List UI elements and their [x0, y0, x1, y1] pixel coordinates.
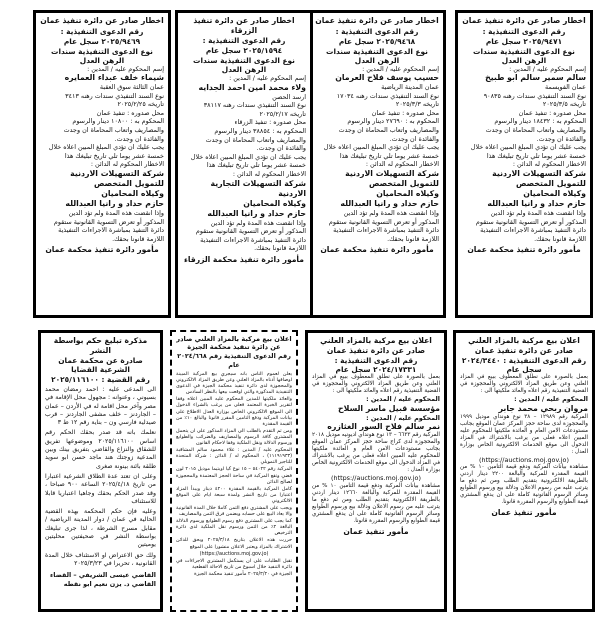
case-number: ٢٠٢٥/٩٤٦٩ سجل عام: [63, 36, 141, 46]
auction-paragraph: الجيزة في ٢٠٢٥/٣/٢٠ مأمور تنفيذ محكمة الجيزة: [194, 570, 292, 577]
auction-link[interactable]: (https://auctions.moj.gov.jo): [479, 455, 569, 464]
case-type: نوع الدعوى التنفيذية سندات الرهن العدل: [193, 56, 295, 74]
body-line: وإذا انقضت هذه المدة ولم تؤد الدين: [343, 209, 439, 218]
debtor-label: إسم المحكوم عليه / المدين :: [362, 64, 439, 73]
body-line: خمسة عشر يوما تلي تاريخ تبليغك هذا: [64, 151, 164, 160]
notice-header: اخطار صادر عن دائرة تنفيذ عمان: [40, 16, 164, 25]
body-line: وإذا انقضت هذه المدة ولم تؤد الدين: [68, 209, 164, 218]
body-line: والفائدة ان وجدت.: [114, 134, 164, 143]
case-type: نوع الدعوى التنفيذية سندات الرهن العدل: [51, 46, 153, 65]
debtor-address: عمان المدينة الرياضية: [381, 83, 439, 92]
lawyers-names: حازم حداد و رانيا العبدالله: [487, 199, 586, 209]
body-line: نوع السند التنفيذي سندات رهنه ١٧٠٣٤: [336, 91, 439, 100]
publication-notice: [38, 330, 163, 612]
body-line: وإذا انقضت هذه المدة ولم تؤد الدين: [210, 218, 306, 227]
debtor-label: المحكوم عليه / المدين :: [366, 395, 440, 403]
auction-paragraph: المركبة رقم ٥٤٠٢٢ – ١٥ نوع كيا اوبتيما موديل ٢٠١٥ لون فضي وتقع المركبة في ساحة الحجز المعتمدة والمحجوزة لصالح الدائن: [176, 466, 292, 485]
body-line: والمصاريف واتعاب المحاماة ان وجدت: [485, 126, 586, 135]
body-line: نوع السند التنفيذي سندات رهنه ٣٨١١٧: [203, 101, 306, 110]
body-line: دائرة التنفيذ بمباشرة الاجراءات التنفيذية: [58, 226, 164, 235]
execution-notice-2: [308, 10, 446, 318]
agents-label: وكيلاه المحاميان: [243, 198, 306, 208]
body-line: المذكور أو تعرض التسوية القانونية ستقوم: [195, 227, 306, 236]
notice-body: [40, 92, 164, 169]
body-line: تاريخه ٢٠٢٥/٣/٣: [395, 100, 439, 109]
auction-signature: مأمور تنفيذ عمان: [343, 526, 409, 536]
debtor-address: عمان الفويسمة: [544, 83, 586, 92]
body-line: والمصاريف واتعاب المحاماة ان وجدت: [63, 126, 164, 135]
notice-signature: مأمور دائرة تنفيذ محكمة عمان: [45, 245, 159, 255]
body-line: والفائدة ان وجدت.: [536, 134, 586, 143]
body-line: وإذا انقضت هذه المدة ولم تؤد الدين: [490, 209, 586, 218]
debtor-name: مؤسسة قبيل ماسر السلاح: [338, 403, 440, 413]
body-line: نوع السند التنفيذي سندات رهنه ٩٠٨٣٥: [483, 91, 586, 100]
lawyers-names: حازم حداد و رانيا العبدالله: [207, 208, 306, 218]
agents-label: وكيلاه المحاميان: [101, 189, 164, 199]
auction-case: رقم الدعوى التنفيذية رقم ٢٠٢٤/٦٦٨ عام: [177, 352, 291, 369]
body-line: المذكور أو تعرض التسوية القانونية ستقوم: [475, 217, 586, 226]
body-line: الاخطار المحكوم له الدائن :: [365, 160, 439, 169]
auction-paragraph: والعائد ملكيتها للمدين المحكوم عليه المبين اعلاه وفقا لتقرير الخبرة المعتمد فعلى من يرغب بالشراء الدخول الى الموقع الالكتروني الخاص بوزارة العدل الاطلاع على بيانات المركبة ودفع التامين المقرر قانونا والبالغ ١٠٪ من القيمة المقدرة: [176, 396, 292, 427]
notice-closing: [40, 209, 164, 243]
auction-signature: مأمور تنفيذ عمان: [491, 508, 557, 518]
notice-header: اخطار صادر عن دائرة تنفيذ عمان: [462, 16, 586, 25]
body-line: والمصاريف واتعاب المحاماة ان وجدت: [338, 126, 439, 135]
execution-notice-4: [33, 10, 171, 318]
body-line: المذكور أو تعرض التسوية القانونية ستقوم: [328, 217, 439, 226]
body-line: يجب عليك ان تؤدي المبلغ المبين اعلاه خلال: [48, 143, 164, 152]
case-number: ٢٠٢٥/١٥٩٤ سجل عام: [205, 46, 283, 55]
publication-header: مذكرة تبليغ حكم بواسطة النشر: [53, 336, 148, 355]
body-line: خمسة عشر يوما تلي تاريخ تبليغك هذا: [206, 161, 306, 170]
creditor-name: شركة التسهيلات الاردنية للتمويل المتخصص: [70, 169, 164, 189]
case-label: رقم الدعوى التنفيذية :: [202, 36, 286, 45]
creditor-name: شركة التسهيلات الاردنية للتمويل المتخصص: [345, 169, 439, 189]
case-number: ٢٠٢٥/٩٤٦٨ سجل عام: [338, 36, 416, 46]
auction-intro: بعمل بالصورة على نطلق المعطوف ببيع في المزاد العلني وعن طريق المزاد الالكتروني والمحجوزة في القضية التنفيذية رقم اعلاه والعائد ملكيتها الى :: [312, 374, 440, 394]
debtor-name: شيماء خلف عبداء العمايره: [64, 73, 164, 83]
body-line: الاخطار المحكوم له الدائن :: [512, 160, 586, 169]
body-line: المحكوم به : ١٨٤٣٢ دينار والرسوم: [494, 117, 586, 126]
notice-signature: مأمور دائرة تنفيذ محكمة الزرقاء: [184, 254, 304, 264]
debtor-name: حسيب يوسف فلاح العرمان: [335, 73, 439, 83]
body-line: دائرة التنفيذ بمباشرة الاجراءات التنفيذية: [480, 226, 586, 235]
notice-closing: [462, 209, 586, 243]
body-line: محل صدوره : تنفيذ عمان: [371, 108, 439, 117]
auction-paragraph: ومن ثم التقدم بالطلب الى المزاد المذكور على ان يتحمل المشتري كافة الرسوم والمصاريف والضرائب والطوابع ورسوم الدلالة ونقل الملكية وفقا لاحكام القانون: [176, 427, 292, 447]
auction-paragraph: المحكوم عليه / المدين : علاء محمود سالم المشاقبة (١١١٩١٩٣٣) ، المحكوم له / الدائن : شركة المتحدة للتاجير التمويلي: [176, 447, 292, 466]
body-line: محل صدوره : تنفيذ عمان: [518, 108, 586, 117]
publication-paragraph: الى المدعى عليه : احمد رمضان محمد بسيوني ، وعنوانه : مجهول محل الإقامة في مصر وآخر محل اقامة له في الأردن – عمان – الجاردنز – خلف مشفى الجاردنز – قرب صيدلية فارسي ون – بناية رقم ١٢ ط ٣: [45, 386, 156, 427]
body-line: الاخطار المحكوم له الدائن :: [90, 160, 164, 169]
debtor-label: المحكوم عليه / المدين :: [514, 395, 588, 403]
debtor-name: سالم سمير سالم ابو طبيخ: [485, 73, 586, 83]
body-line: المحكوم به : ١٠٨٠٠ دينار والرسوم: [72, 117, 164, 126]
notice-body: [462, 92, 586, 169]
publication-paragraph: وعلى ان تعتد عدة الطلاق الشرعية اعتبارا من تاريخ ٢٠٢٥/٤/١٨ الساعة ٩٠٠ صباحا ، وقد صدر الحكم بحقك وجاهيا اعتباريا قابلا للاستئناف: [45, 472, 156, 505]
auction-details: المركبة رقم ١٢٩٨٩ – ٣٨ نوع هونداي موديل ١٩٩٩ والمحجوزة لدى ساحة حجز المركز عمان الموقع بجانب مستودعات الامن العام و العائدة ملكيتها للمحكوم عليه المبين اعلاه فعلى من يرغب بالاشتراك في المزاد الدخول الى موقع الخدمات الالكترونية الخاص بوزارة العدل :: [460, 413, 588, 455]
body-line: دائرة التنفيذ بمباشرة الاجراءات التنفيذية: [333, 226, 439, 235]
publication-case: رقم القضية : ٢٠٢٥/١١٦١٠٠: [51, 375, 150, 384]
body-line: اللازمة قانونا بحقك.: [387, 234, 439, 243]
execution-notice-1: [455, 10, 593, 318]
debtor-address: ارسد الحصن: [272, 92, 306, 101]
auction-paragraph: كامل المركبة بالقيمة المقدرة ٤٢٠٠ دينار ويبدأ المزاد اعتبارا من تاريخ النشر ولمدة سبعة ايام على الموقع الالكتروني: [176, 485, 292, 504]
auction-paragraph: حررت هذه الاعلان بتاريخ ٢٠٢٥/٣/١٨ ويحق للدائن الاشتراك بالمزاد ويعتبر الاعلان منشورا على الموقع: [176, 537, 292, 550]
auction-paragraph: تقبل الطلبات على ان يستكمل المشتري الاجراءات في دائرة التنفيذ خلال اسبوع من تاريخ الاحالة القطعية: [176, 557, 292, 570]
body-line: اللازمة قانونا بحقك.: [254, 244, 306, 253]
case-number: ٢٠٢٥/٩٤٧١ سجل عام: [485, 36, 563, 46]
body-line: الاخطار المحكوم له الدائن :: [232, 169, 306, 178]
body-line: المحكوم به : ٢٧٦٩٠ دينار والرسوم: [347, 117, 439, 126]
lawyers-names: حازم حداد و رانيا العبدالله: [65, 199, 164, 209]
notice-closing: [182, 219, 306, 253]
debtor-name: ولاء محمد امين احمد الجدايه: [198, 82, 306, 92]
debtor2-name: نمر سالم فلاح السور الغثازره: [327, 422, 440, 432]
publication-subheader: صادرة عن محكمة عمان الشرعية القضايا: [58, 356, 143, 374]
case-label: رقم الدعوى التنفيذية :: [60, 26, 144, 36]
body-line: والفائدة ان وجدت.: [389, 134, 439, 143]
case-type: نوع الدعوى التنفيذية سندات الرهن العدل: [473, 46, 575, 65]
creditor-name: شركة التسهيلات الاردنية للتمويل المتخصص: [492, 169, 586, 189]
notice-signature: مأمور دائرة تنفيذ محكمة عمان: [320, 245, 434, 255]
auction-terms: مشاهدة بيانات المركبة ودفع قيمة التامين ١٠ % من القيمة المقدرة للمركبة والبالغة ١٢٦٦٠ دينار اردني بالطريقة الالكترونية بتقديم الطلب ومن ثم دفع ما يترتب عليه من رسوم الاعلان ودلالة بيع ورسوم الطوابع وسائر الرسوم القانونية كاملة على ان يدفع المشتري قيمة الطوابع والرسوم المقررة قانونا.: [312, 482, 440, 524]
body-line: تاريخه ٢٠٢٥/٣/٥: [542, 100, 586, 109]
notice-header: اخطار صادر عن دائرة تنفيذ الزرقاء: [193, 16, 295, 35]
auction-paragraph[interactable]: (https://auctions.moj.gov.jo): [199, 550, 269, 557]
auction-header: اعلان بيع مركبة بالمزاد العلني صادر عن دائرة تنفيذ عمان: [468, 336, 580, 355]
debtor-label: إسم المحكوم عليه / المدين :: [229, 74, 306, 82]
auction-paragraph: يعلن لعموم الناس بانه سيجري بيع المركبة المبينة اوصافها أدناه بالمزاد العلني وعن طريق المزاد الالكتروني والمحجوزة لدى دائرة تنفيذ محكمة الجيزة في الدعوى التنفيذية المذكورة والتي اوقعت بيعها بالنظر السادس: [176, 371, 292, 396]
case-label: رقم الدعوى التنفيذية :: [335, 26, 419, 36]
body-line: المحكوم به : ٣٨٨٥٤ دينار والرسوم: [214, 126, 306, 135]
debtor-label: إسم المحكوم عليه / المدين :: [87, 64, 164, 73]
body-line: تاريخه ٢٠٢٥/٢/١٧: [259, 109, 306, 118]
case-type: نوع الدعوى التنفيذية سندات الرهن العدل: [326, 46, 428, 65]
publication-body: [45, 386, 156, 568]
body-line: يجب عليك ان تؤدي المبلغ المبين اعلاه خلال: [470, 143, 586, 152]
case-label: رقم الدعوى التنفيذية :: [482, 26, 566, 36]
auction-paragraph: ويجب على المشتري دفع الثمن كاملا خلال المدة القانونية والا يعاد البيع على حسابه ويضمن فرق الثمن والمصاريف: [176, 504, 292, 518]
debtor2-label: المحكوم عليه / المدين :: [366, 413, 440, 422]
debtor-name: مروان ربحي محمد جابر: [498, 403, 588, 413]
auction-notice-2: [305, 330, 447, 612]
auction-case: رقم الدعوى التنفيذية : ٢٠٢٤/١٧٣٣١ سجل عام: [334, 356, 418, 374]
body-line: والفائدة ان وجدت.: [256, 144, 306, 153]
creditor-name: شركة التسهيلات التجارية الاردنية: [210, 178, 306, 198]
body-line: يجب عليك ان تؤدي المبلغ المبين اعلاه خلال: [323, 143, 439, 152]
auction-link[interactable]: (https://auctions.moj.gov.jo): [331, 474, 421, 483]
notice-signature: مأمور دائرة تنفيذ محكمة عمان: [467, 245, 581, 255]
debtor-label: إسم المحكوم عليه / المدين :: [509, 64, 586, 73]
body-line: خمسة عشر يوما تلي تاريخ تبليغك هذا: [486, 151, 586, 160]
body-line: محل صدوره : تنفيذ الزرقاء: [234, 118, 306, 127]
execution-notice-3: [175, 10, 313, 318]
auction-terms: مشاهدة بيانات المركبة ودفع قيمة التامين ١٠ % من القيمة المقدرة للمركبة والبالغة ٢٢٠٠ دينار اردني بالطريقة الالكترونية بتقديم الطلب ومن ثم دفع ما يترتب عليه من رسوم الاعلان ودلالة بيع ورسوم الطوابع وسائر الرسوم القانونية كاملة على ان يدفع المشتري قيمة الطوابع والرسوم المقررة قانونا.: [460, 464, 588, 506]
auction-details: المركبة رقم ٦٦٣٣ – ١٣ نوع هونداي اديونيه موديل ٢٠١٨ والمحجوزة لدى كراج ساحة حجز المركز عمان الموقع بجانب مستودعات الامن العام و العائدة ملكيتها للمحكوم عليه المبين اعلاه فعلى من يرغب بالاشتراك في المزاد الدخول الى موقع الخدمات الالكترونية الخاص بوزارة العدل :: [312, 432, 440, 474]
auction-intro: بعمل بالصورة على نطلق المعطوف ببيع في المزاد العلني وعن طريق المزاد الالكتروني والمحجوزة في القضية التنفيذية رقم اعلاه والعائد ملكيتها الى :: [460, 374, 588, 394]
auction-header: اعلان بيع مركبة بالمزاد العلني صادر عن دائرة تنفيذ محكمة الجيزة: [176, 335, 292, 351]
body-line: تاريخه ٢٠٢٥/٢/٢٥: [117, 100, 164, 109]
debtor-address: عمان الثالثة سوق العقبة: [99, 83, 164, 92]
body-line: دائرة التنفيذ بمباشرة الاجراءات التنفيذية: [200, 235, 306, 244]
notice-header: اخطار صادر عن دائرة تنفيذ عمان: [315, 16, 439, 25]
judge-name-2: القاضي د. يزن نعيم ابو نقطه: [63, 579, 156, 588]
body-line: يجب عليك ان تؤدي المبلغ المبين اعلاه خلال: [190, 152, 306, 161]
auction-case: رقم الدعوى التنفيذية : ٢٠٢٤/٣٤٤٠ سجل عام: [461, 356, 587, 374]
auction-body: [176, 371, 292, 577]
auction-header: اعلان بيع مركبة بالمزاد العلني صادر عن دائرة تنفيذ عمان: [320, 336, 432, 355]
body-line: اللازمة قانونا بحقك.: [112, 234, 164, 243]
notice-body: [315, 92, 439, 169]
publication-paragraph: نعلمك بانه قد صدر بحقك الحكم رقم اساس ٢٠٢٥/١١٦١٠٠ وموضوعها تفريق للشقاق والنزاع والقاضي بتفريق بينك وبين المدعية زوجتك هند ماجد حسن ابو سويد طلقة بائنة بينونة صغرى: [45, 429, 156, 470]
auction-notice-3: [170, 330, 298, 612]
auction-notice-1: [453, 330, 595, 612]
judge-name: القاضي عيسى الشريفي – القضاء: [50, 571, 156, 580]
publication-paragraph: ولك حق الاعتراض او الاستئناف خلال المدة القانونية ، تحريرا في ٢٠٢٥/٣/٢٣: [45, 551, 156, 567]
notice-closing: [315, 209, 439, 243]
body-line: المذكور أو تعرض التسوية القانونية ستقوم: [53, 217, 164, 226]
notice-body: [182, 101, 306, 178]
body-line: والمصاريف واتعاب المحاماة ان وجدت: [205, 135, 306, 144]
body-line: نوع السند التنفيذي سندات رهنه ٣٤١٣: [65, 91, 164, 100]
agents-label: وكيلاه المحاميان: [523, 189, 586, 199]
lawyers-names: حازم حداد و رانيا العبدالله: [340, 199, 439, 209]
body-line: اللازمة قانونا بحقك.: [534, 234, 586, 243]
publication-paragraph: وعليه فإن حكم المحكمة بهذه القضية الحالية في عمان / دوار المدينة الرياضية / مقابل مسرح الشرطة ، لذا جرى تبليغك بواسطة النشر في صحيفتين محليتين يوميتين: [45, 508, 156, 549]
auction-paragraph: كما يجب على المشتري دفع رسوم الطوابع ورسوم الدلالة البالغة ٢٪ من الثمن ورسوم نقل الملكية لدى دائرة الترخيص: [176, 518, 292, 537]
body-line: خمسة عشر يوما تلي تاريخ تبليغك هذا: [339, 151, 439, 160]
agents-label: وكيلاه المحاميان: [376, 189, 439, 199]
body-line: محل صدوره : تنفيذ عمان: [96, 108, 164, 117]
